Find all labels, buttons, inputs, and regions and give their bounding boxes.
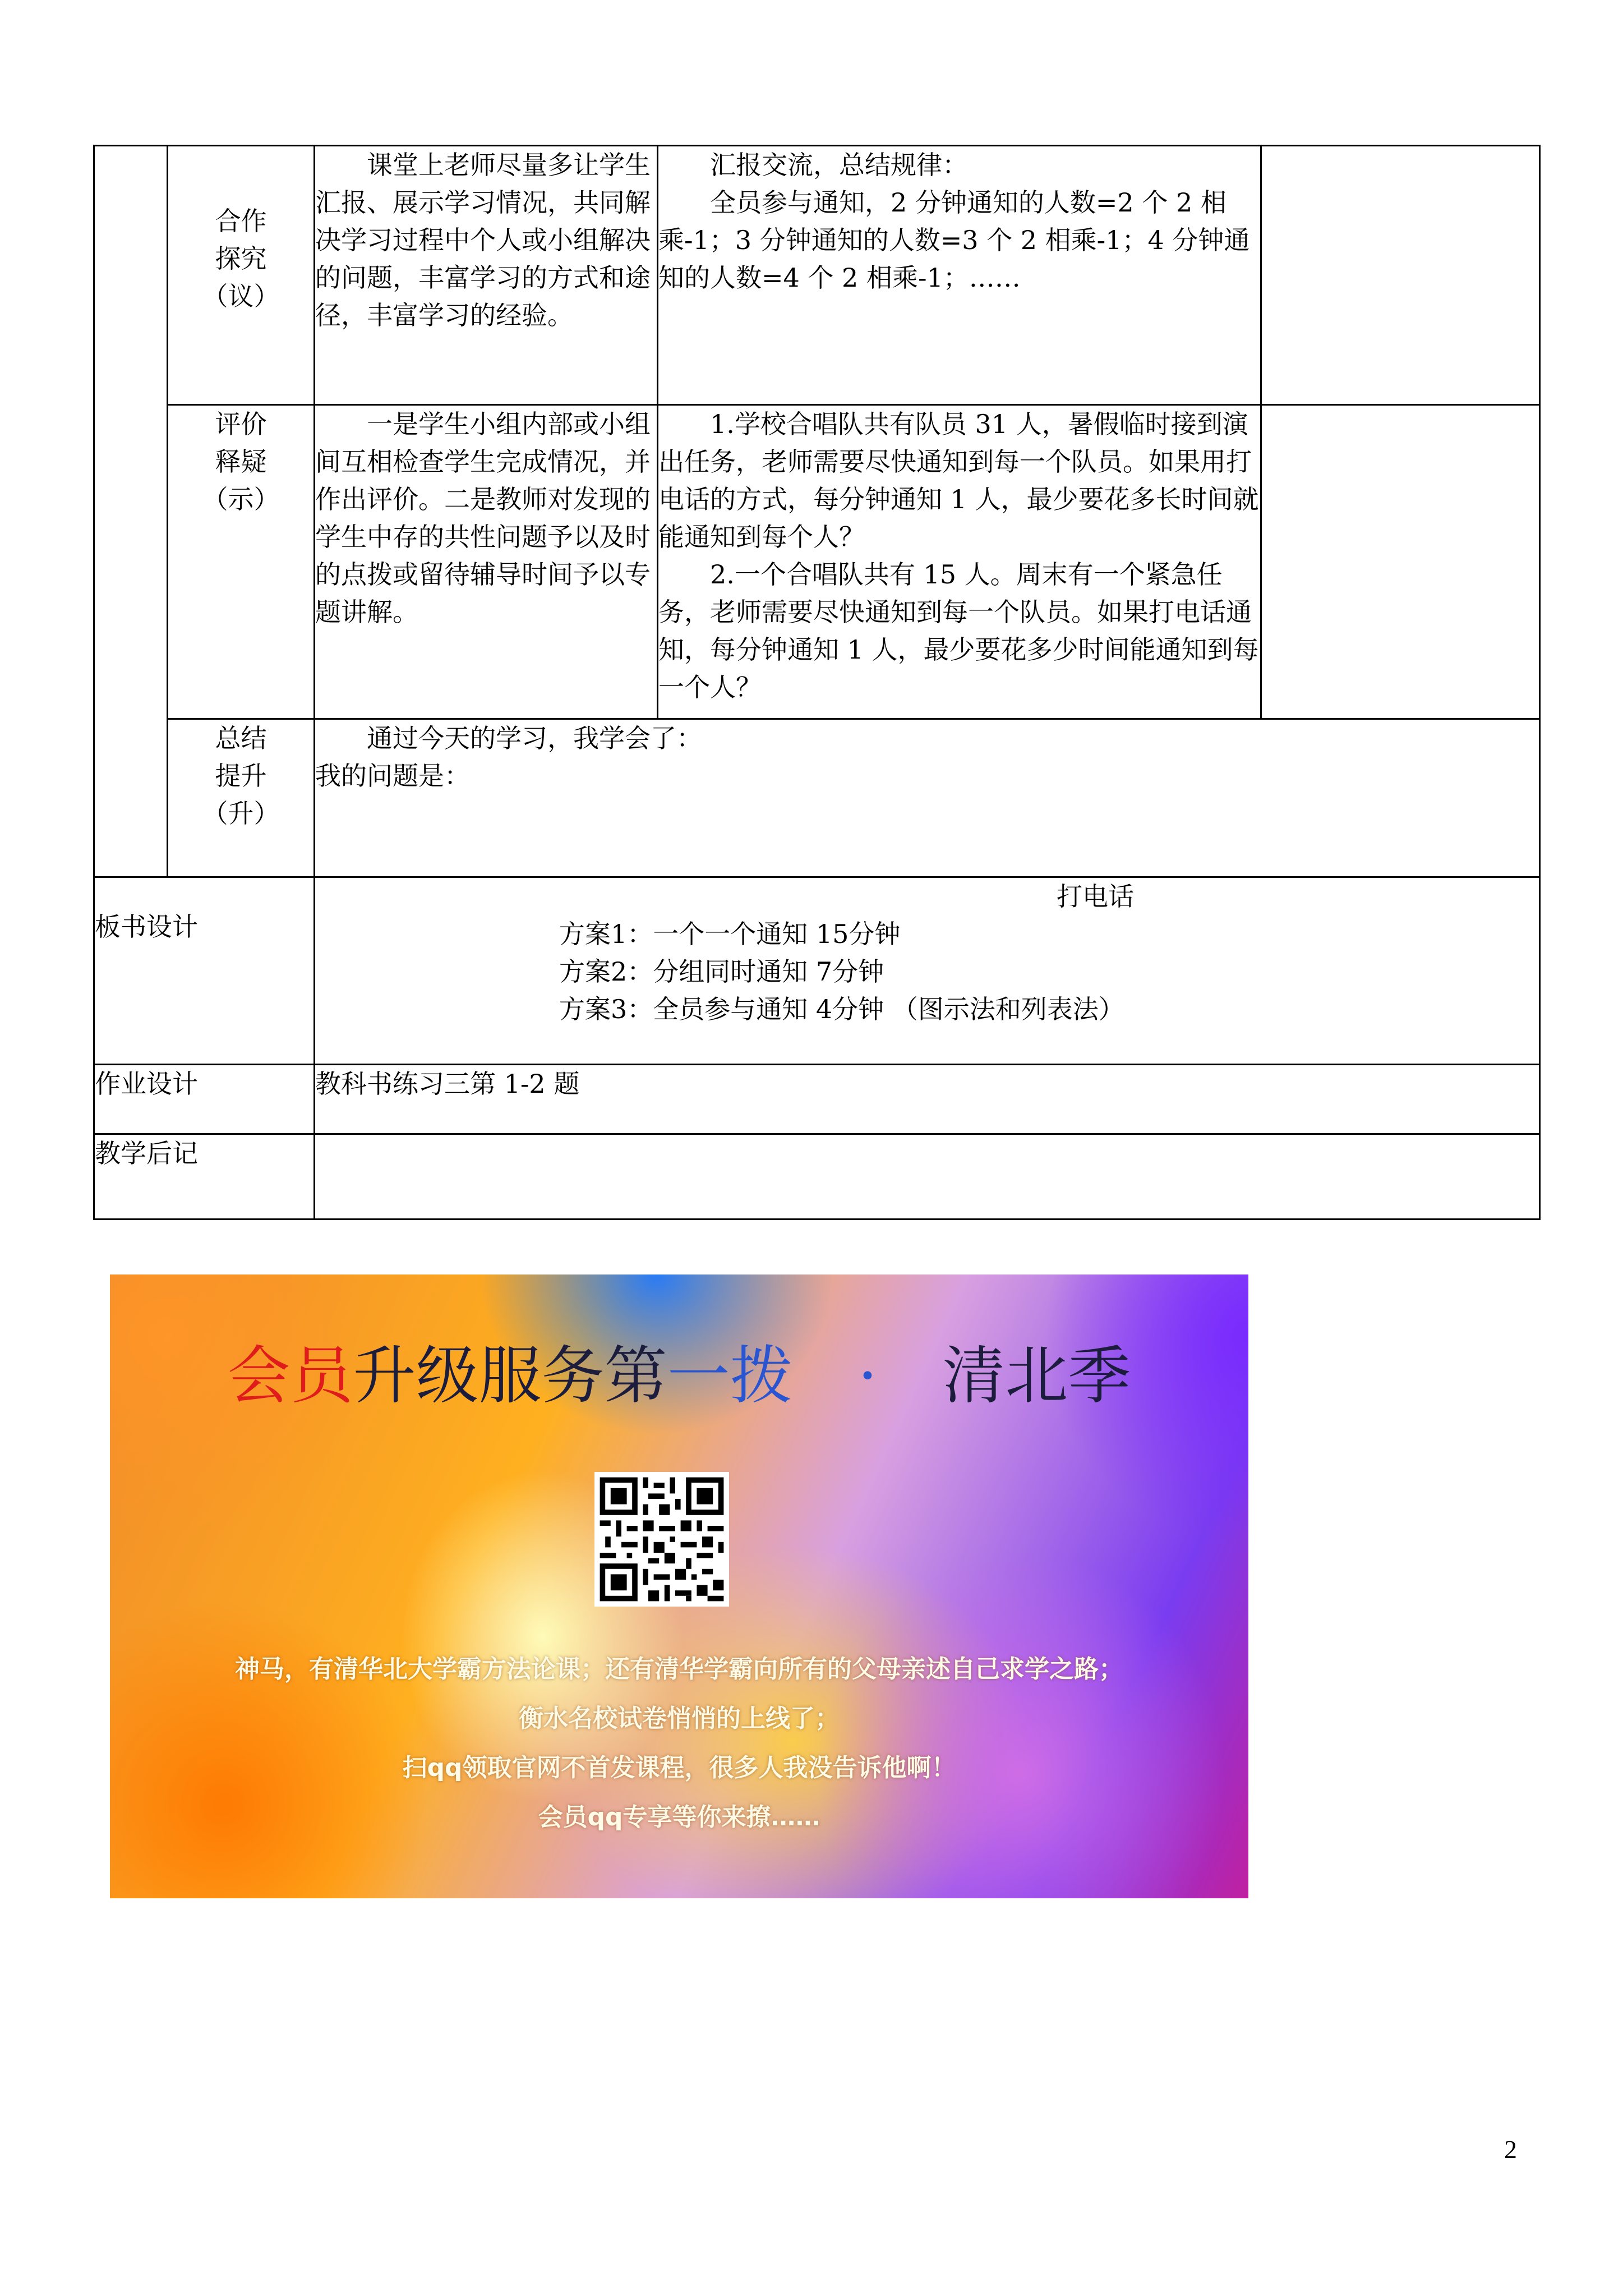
row-board-design: [94, 877, 1540, 1065]
qr-code-graphic: [594, 1472, 729, 1607]
stage-summary: 总结 提升 （升）: [168, 719, 315, 877]
row-summary: [94, 719, 1540, 877]
board-design-content: 打电话 方案1：一个一个通知 15分钟 方案2：分组同时通知 7分钟 方案3：全员参与通知 4分钟 （图示法和列表法）: [315, 877, 1540, 1065]
banner-title: 会员升级服务第一拨 · 清北季: [227, 1340, 1131, 1412]
promo-banner: [110, 1274, 1248, 1898]
student-activity-evaluate: 1.学校合唱队共有队员 31 人，暑假临时接到演出任务，老师需要尽快通知到每一个队员。如果用打电话的方式，每分钟通知 1 人，最少要花多长时间就能通知到每个人？ 2.一个合唱队共有 15 人。周末有一个紧急任务，老师需要尽快通知到每一个队员。如果打电话通知，每分钟通知 1 人，最少要花多少时间能通知到每一个人？: [658, 405, 1261, 719]
banner-line-3: 扫qq领取官网不首发课程，很多人我没告诉他啊！: [402, 1754, 956, 1782]
teacher-activity-cooperate: 课堂上老师尽量多让学生汇报、展示学习情况，共同解决学习过程中个人或小组解决的问题，丰富学习的方式和途径，丰富学习的经验。: [315, 146, 658, 405]
student-activity-cooperate: 汇报交流，总结规律： 全员参与通知，2 分钟通知的人数=2 个 2 相乘-1；3 分钟通知的人数=3 个 2 相乘-1；4 分钟通知的人数=4 个 2 相乘-1；……: [658, 146, 1261, 405]
row-notes: [94, 1134, 1540, 1220]
notes-content: [315, 1134, 1540, 1220]
notes-label: 教学后记: [94, 1134, 315, 1220]
banner-line-4: 会员qq专享等你来撩……: [538, 1803, 820, 1832]
row-homework: [94, 1065, 1540, 1134]
homework-label: 作业设计: [94, 1065, 315, 1134]
banner-line-1: 神马，有清华北大学霸方法论课；还有清华学霸向所有的父母亲述自己求学之路；: [235, 1655, 1123, 1683]
left-margin-cell: [94, 146, 168, 877]
empty-cell-evaluate: [1261, 405, 1540, 719]
summary-content: 通过今天的学习，我学会了： 我的问题是：: [315, 719, 1540, 877]
stage-evaluate: 评价 释疑 （示）: [168, 405, 315, 719]
row-cooperate: [94, 146, 1540, 405]
homework-content: 教科书练习三第 1-2 题: [315, 1065, 1540, 1134]
row-evaluate: [94, 405, 1540, 719]
stage-cooperate: 合作 探究 （议）: [168, 146, 315, 405]
teacher-activity-evaluate: 一是学生小组内部或小组间互相检查学生完成情况，并作出评价。二是教师对发现的学生中存的共性问题予以及时的点拨或留待辅导时间予以专题讲解。: [315, 405, 658, 719]
qr-code-icon[interactable]: [594, 1472, 729, 1607]
banner-text-lines: [110, 1645, 1248, 1842]
empty-cell-cooperate: [1261, 146, 1540, 405]
page-number: 2: [1504, 2135, 1517, 2164]
banner-line-2: 衡水名校试卷悄悄的上线了；: [519, 1704, 840, 1733]
lesson-plan-table: [93, 145, 1541, 1220]
board-design-label: 板书设计: [94, 877, 315, 1065]
